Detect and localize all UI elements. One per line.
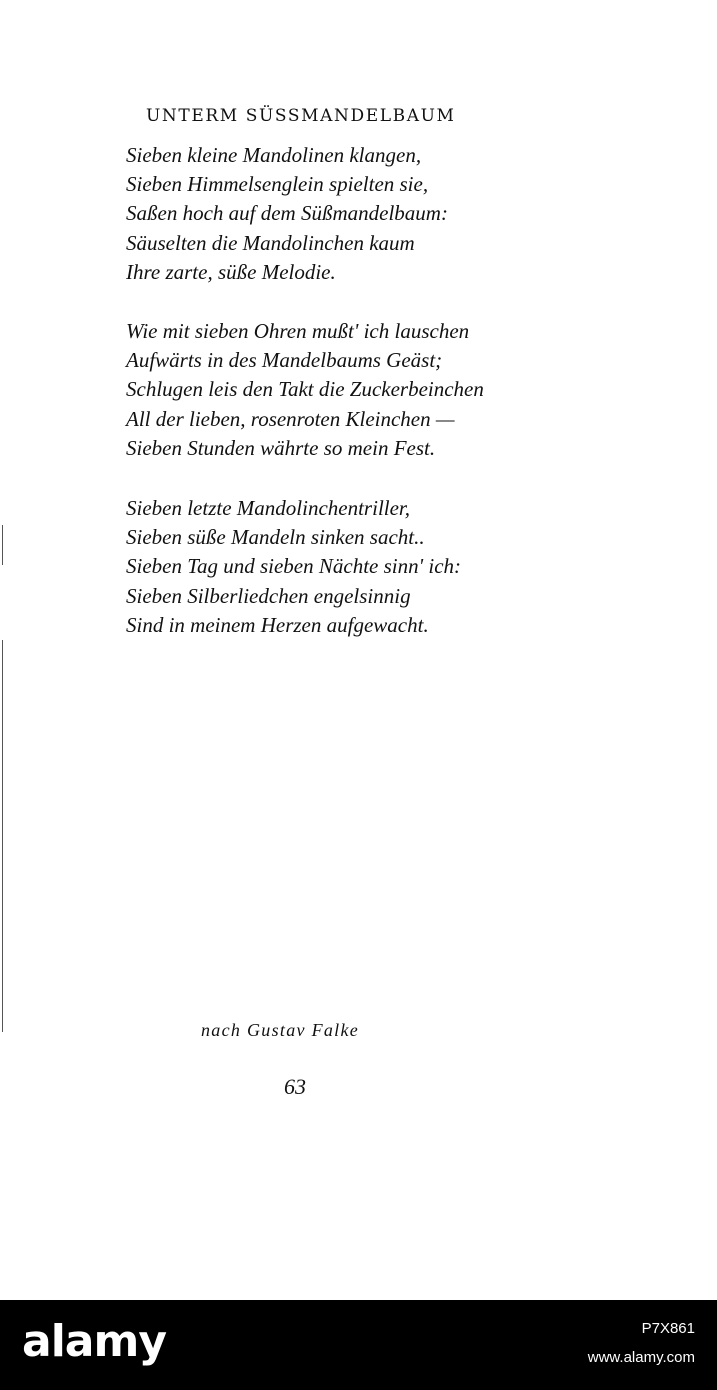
watermark-footer [0, 1300, 717, 1390]
verse-line: Sieben Tag und sieben Nächte sinn' ich: [126, 554, 462, 579]
stanza-1 [126, 141, 448, 287]
stanza-2 [126, 317, 484, 463]
verse-line: Saßen hoch auf dem Süßmandelbaum: [126, 201, 448, 226]
page-edge-line [2, 525, 3, 565]
image-id: P7X861 [641, 1320, 695, 1337]
verse-line: Wie mit sieben Ohren mußt' ich lauschen [126, 319, 470, 343]
verse-line: Sieben Silberliedchen engelsinnig [126, 583, 411, 608]
verse-line: All der lieben, rosenroten Kleinchen — [126, 406, 455, 431]
verse-line: Sieben Stunden währte so mein Fest. [126, 435, 436, 460]
verse-line: Sieben Himmelsenglein spielten sie, [126, 172, 429, 197]
page-edge-line [2, 640, 3, 1032]
verse-line: Aufwärts in des Mandelbaums Geäst; [126, 348, 443, 373]
verse-line: Sieben letzte Mandolinchentriller, [126, 496, 411, 520]
page-number: 63 [284, 1074, 306, 1099]
verse-line: Sind in meinem Herzen aufgewacht. [126, 612, 429, 637]
stanza-3 [126, 494, 461, 640]
site-url: www.alamy.com [587, 1349, 695, 1366]
verse-line: Schlugen leis den Takt die Zuckerbeinchen [126, 377, 484, 402]
verse-line: Säuselten die Mandolinchen kaum [126, 230, 415, 255]
verse-line: Sieben kleine Mandolinen klangen, [126, 143, 422, 167]
verse-line: Sieben süße Mandeln sinken sacht.. [126, 525, 425, 550]
verse-line: Ihre zarte, süße Melodie. [126, 259, 336, 284]
poem-title: UNTERM SÜSSMANDELBAUM [146, 106, 456, 126]
alamy-logo: alamy [22, 1316, 166, 1367]
poem-attribution: nach Gustav Falke [201, 1020, 360, 1040]
